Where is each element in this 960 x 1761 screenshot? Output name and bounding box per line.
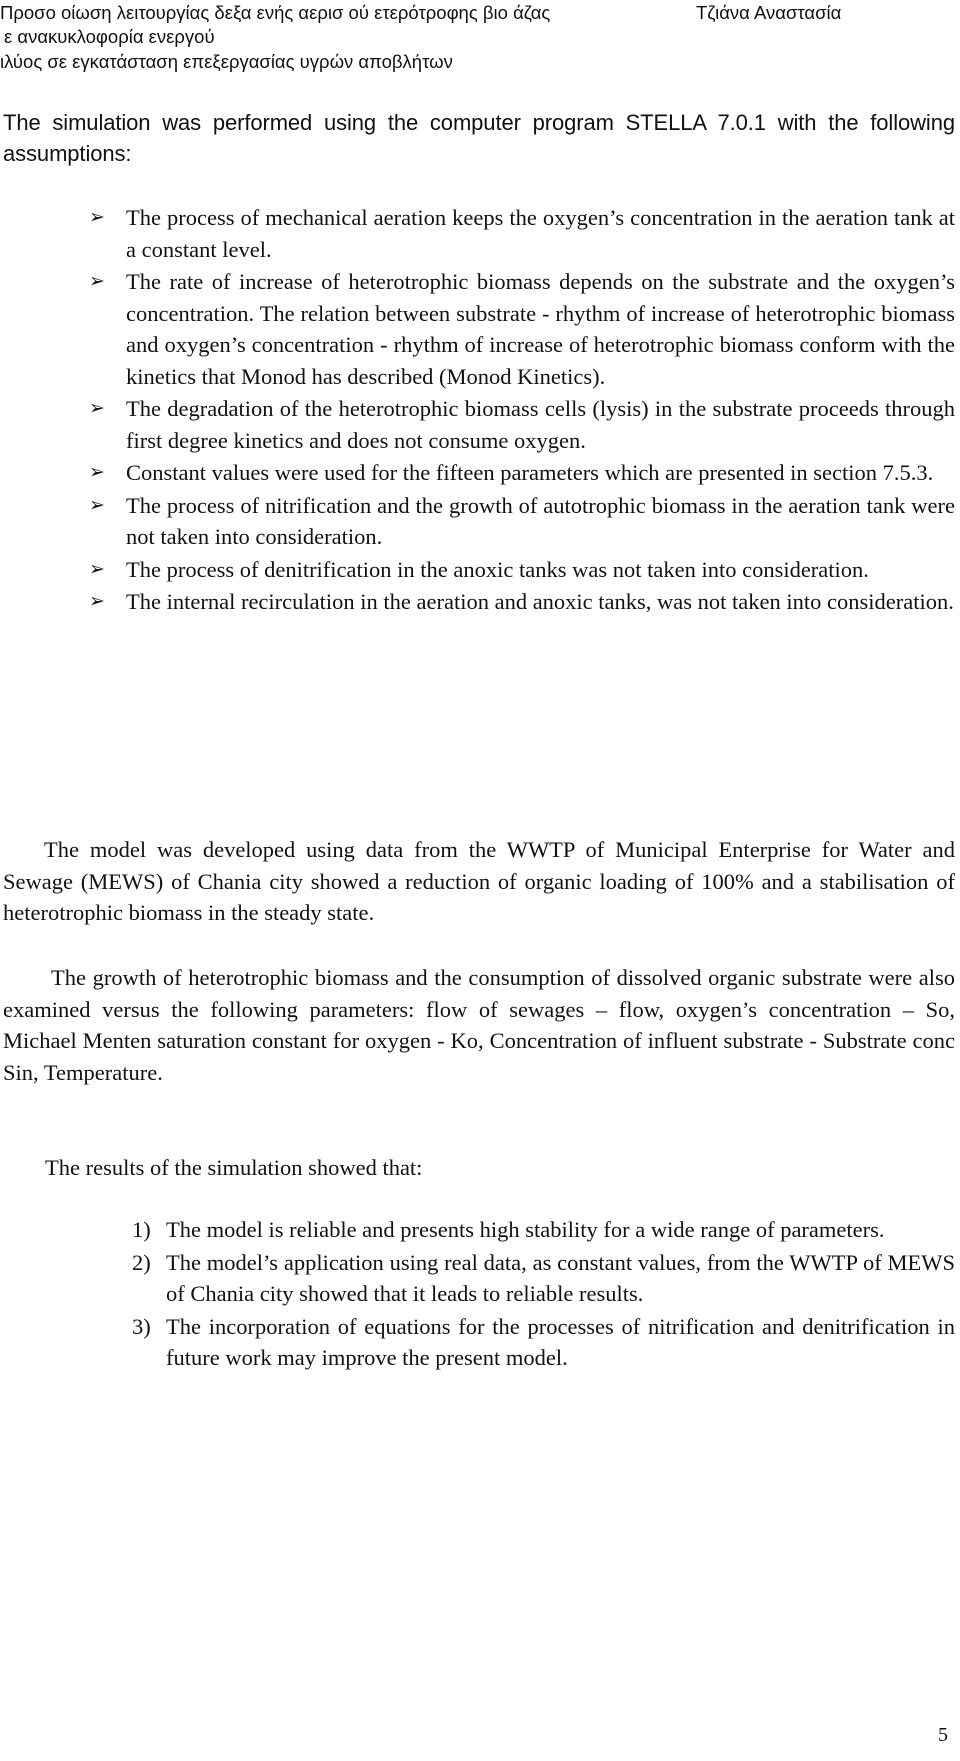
results-list — [0, 1214, 955, 1375]
list-item — [0, 393, 955, 456]
list-item — [0, 586, 955, 618]
arrow-bullet-icon: ➢ — [89, 461, 105, 483]
result-number: 2) — [132, 1249, 151, 1275]
assumption-text: The process of nitrification and the growth of autotrophic biomass in the aeration tank were not taken into consideration. — [126, 492, 955, 549]
assumptions-list — [0, 202, 955, 619]
list-item — [0, 554, 955, 586]
list-item — [0, 266, 955, 392]
header-author: Τζιάνα Αναστασία — [696, 2, 842, 23]
assumption-text: The rate of increase of heterotrophic biomass depends on the substrate and the oxygen’s concentration. The relation between substrate - rhythm of increase of heterotrophic biomass and oxygen’s concentration - rhythm of increase of heterotrophic biomass conform with the kinetics that Monod has described (Monod Kinetics). — [126, 269, 955, 389]
page-number: 5 — [938, 1724, 948, 1746]
list-item — [0, 1311, 955, 1374]
header-title-line-3: ιλύος σε εγκατάσταση επεξεργασίας υγρών αποβλήτων — [0, 51, 453, 72]
assumption-text: The degradation of the heterotrophic biomass cells (lysis) in the substrate proceeds through first degree kinetics and does not consume oxygen. — [126, 396, 955, 453]
result-text: The model is reliable and presents high stability for a wide range of parameters. — [166, 1217, 885, 1242]
intro-paragraph: The simulation was performed using the computer program STELLA 7.0.1 with the following assumptions: — [3, 110, 955, 166]
header-title-line-2: ε ανακυκλοφορία ενεργού — [4, 26, 215, 47]
arrow-bullet-icon: ➢ — [89, 590, 105, 612]
list-item — [0, 1214, 955, 1246]
parameters-paragraph: The growth of heterotrophic biomass and the consumption of dissolved organic substrate were also examined versus the following parameters: flow of sewages – flow, oxygen’s concentration – So, Michael Menten saturation constant for oxygen - Ko, Concentration of influent substrate - Substrate conc Sin, Temperature. — [3, 965, 955, 1085]
arrow-bullet-icon: ➢ — [89, 557, 105, 580]
assumption-text: The internal recirculation in the aeration and anoxic tanks, was not taken into consideration. — [126, 589, 954, 614]
result-text: The incorporation of equations for the processes of nitrification and denitrification in future work may improve the present model. — [166, 1313, 955, 1370]
arrow-bullet-icon: ➢ — [89, 493, 105, 516]
results-intro-paragraph: The results of the simulation showed that: — [45, 1155, 423, 1180]
result-number: 3) — [132, 1313, 151, 1339]
page-header — [0, 0, 960, 80]
model-development-paragraph: The model was developed using data from the WWTP of Municipal Enterprise for Water and Sewage (MEWS) of Chania city showed a reduction of organic loading of 100% and a stabilisation of heterotrophic biomass in the steady state. — [3, 837, 955, 925]
list-item — [0, 457, 955, 489]
arrow-bullet-icon: ➢ — [89, 270, 105, 292]
list-item — [0, 202, 955, 265]
assumption-text: Constant values were used for the fifteen parameters which are presented in section 7.5.3. — [126, 460, 934, 485]
header-title-line-1: Προσο οίωση λειτουργίας δεξα ενής αερισ ού ετερότροφης βιο άζας — [0, 2, 551, 23]
arrow-bullet-icon: ➢ — [89, 397, 105, 419]
assumption-text: The process of mechanical aeration keeps the oxygen’s concentration in the aeration tank at a constant level. — [126, 205, 955, 262]
arrow-bullet-icon: ➢ — [89, 206, 105, 228]
assumption-text: The process of denitrification in the anoxic tanks was not taken into consideration. — [126, 556, 869, 582]
result-text: The model’s application using real data, as constant values, from the WWTP of MEWS of Chania city showed that it leads to reliable results. — [166, 1249, 955, 1306]
list-item — [0, 490, 955, 553]
list-item — [0, 1247, 955, 1310]
result-number: 1) — [132, 1217, 151, 1242]
